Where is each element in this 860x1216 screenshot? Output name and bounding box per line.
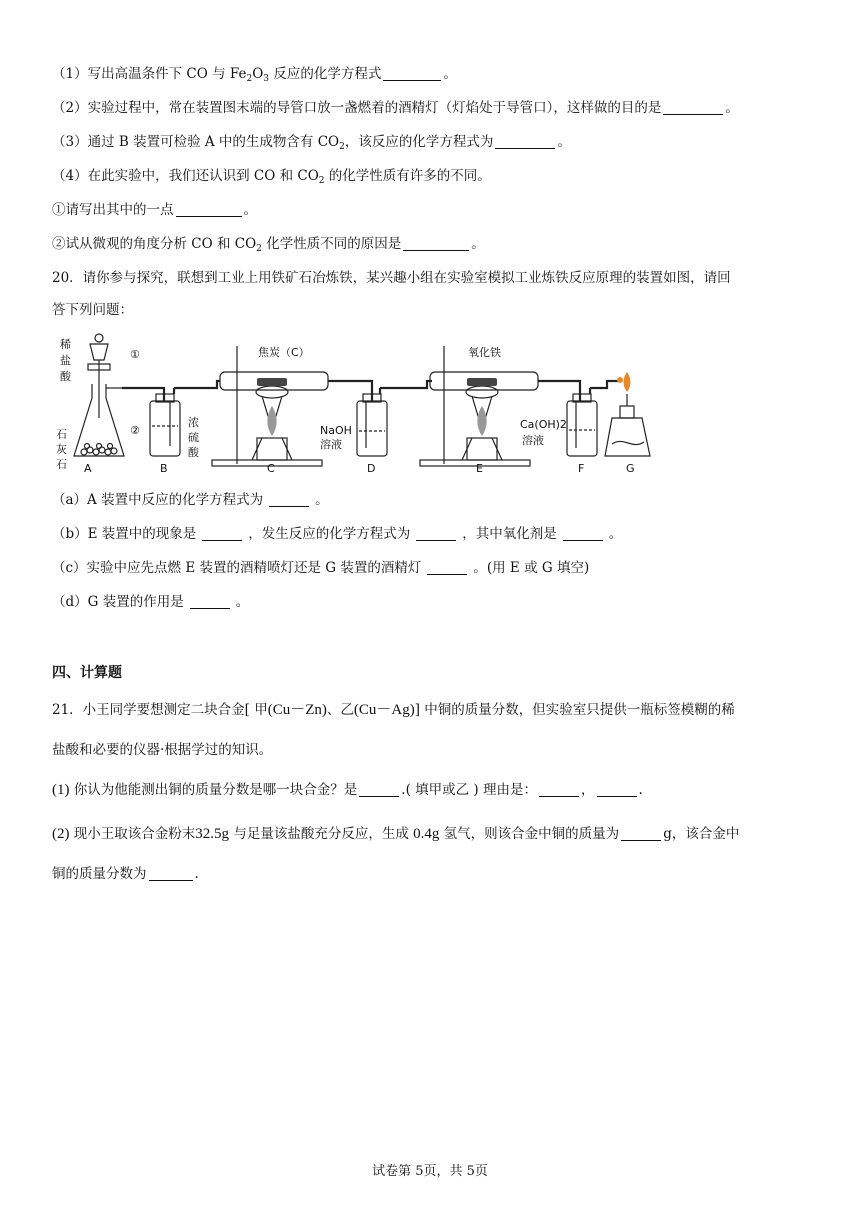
q21-alloy-2: (Cu－Ag)	[353, 702, 415, 718]
apparatus-diagram	[52, 326, 672, 478]
q19-p3-answer-blank[interactable]	[495, 134, 555, 149]
q20-a-text: （a）A 装置中反应的化学方程式为	[52, 492, 264, 508]
q19-p4-text-b: 的化学性质有许多的不同。	[324, 168, 491, 184]
q19-p1-sub2: 3	[263, 74, 270, 84]
q21-p2-number: (2)	[52, 826, 70, 842]
q21-p1-blank-2[interactable]	[539, 782, 579, 797]
q19-p4-text: （4）在此实验中，我们还认识到 CO 和 CO	[52, 168, 319, 184]
q19-p3-text: （3）通过 B 装置可检验 A 中的生成物含有 CO	[52, 134, 340, 150]
label-yan: 盐	[60, 354, 71, 367]
q20-part-a	[52, 488, 329, 508]
q20-c-answer-blank[interactable]	[427, 560, 467, 575]
q19-part4-2	[52, 232, 485, 254]
q19-p6-text-b: 化学性质不同的原因是	[261, 236, 402, 252]
q19-p1-text: （1）写出高温条件下 CO 与 Fe	[52, 66, 247, 82]
label-naoh: NaOH	[320, 424, 352, 437]
q19-p2-text: （2）实验过程中，常在装置图末端的导管口放一盏燃着的酒精灯（灯焰处于导管口），这样做的目的是	[52, 100, 662, 116]
apparatus-a	[74, 334, 124, 456]
q20-b-blank-1[interactable]	[202, 526, 242, 541]
q19-part3	[52, 130, 571, 152]
q21-p1-number: (1)	[52, 782, 70, 798]
q21-text-a: 21．小王同学要想测定二块合金[ 甲	[52, 702, 268, 718]
q19-p1-text-b: O	[252, 66, 264, 82]
label-G: G	[626, 462, 635, 475]
q19-p1-end: 。	[443, 66, 457, 82]
apparatus-e	[420, 346, 580, 466]
q21-p1-text-c: ，	[581, 782, 595, 798]
q21-p2-text-c: 氢气，则该合金中铜的质量为	[439, 826, 620, 842]
q19-p6-answer-blank[interactable]	[403, 236, 469, 251]
q19-p6-end: 。	[471, 236, 485, 252]
q21-p2-text-d: g，该合金中	[663, 826, 740, 842]
page-footer: 试卷第 5页，共 5页	[372, 1164, 488, 1179]
q20-part-d	[52, 590, 249, 610]
label-hui: 灰	[56, 443, 67, 456]
q20-b-text-2: ，发生反应的化学方程式为	[248, 526, 411, 542]
q19-part1	[52, 62, 457, 84]
q21-p1-blank-3[interactable]	[597, 782, 637, 797]
label-D: D	[367, 462, 376, 475]
q20-part-b	[52, 522, 622, 542]
label-suan: 酸	[60, 370, 71, 383]
q19-p3-sub: 2	[339, 142, 345, 152]
q21-p2-end: .	[194, 866, 199, 882]
q21-p2-blank-1[interactable]	[621, 826, 661, 841]
q20-intro-line2: 答下列问题：	[52, 302, 133, 318]
q19-part2	[52, 96, 739, 116]
label-naoh-solution: 溶液	[320, 438, 342, 451]
label-E: E	[476, 462, 483, 475]
q21-p1-blank-1[interactable]	[359, 782, 399, 797]
q21-p1-text-a: 你认为他能测出铜的质量分数是哪一块合金？是	[69, 782, 358, 798]
q20-part-c	[52, 556, 589, 576]
q21-part2	[52, 822, 739, 843]
q20-b-blank-3[interactable]	[563, 526, 603, 541]
apparatus-b	[150, 381, 220, 456]
q19-p2-answer-blank[interactable]	[663, 100, 723, 115]
label-F: F	[578, 462, 585, 475]
q20-a-answer-blank[interactable]	[269, 492, 309, 507]
q19-part4-1	[52, 198, 257, 218]
q21-p2-text-a: 现小王取该合金粉末	[69, 826, 196, 842]
limestone-pieces	[81, 444, 117, 456]
q20-c-end: 。(用 E 或 G 填空)	[473, 560, 590, 576]
q19-p3-end: 。	[557, 134, 571, 150]
q19-p2-end: 。	[725, 100, 739, 116]
q20-c-text: （c）实验中应先点燃 E 装置的酒精喷灯还是 G 装置的酒精灯	[52, 560, 422, 576]
label-coke: 焦炭（C）	[258, 346, 310, 359]
q20-intro-line1: 20．请你参与探究，联想到工业上用铁矿石冶炼铁，某兴趣小组在实验室模拟工业炼铁反应原理的装置如图，请回	[52, 270, 731, 286]
q21-part2-line2	[52, 862, 199, 882]
q21-p2-text-b: 与足量该盐酸充分反应，生成	[229, 826, 414, 842]
q19-p1-text-c: 反应的化学方程式	[269, 66, 382, 82]
q21-text-c: ] 中铜的质量分数，但实验室只提供一瓶标签模糊的稀	[414, 702, 735, 718]
q19-p5-end: 。	[243, 202, 257, 218]
q19-p1-sub1: 2	[246, 74, 253, 84]
label-shi2: 石	[56, 458, 67, 471]
label-caoh2: Ca(OH)2	[520, 418, 567, 431]
q21-p2-hydrogen: 0.4g	[413, 826, 440, 842]
q19-p5-text: ①请写出其中的一点	[52, 202, 174, 218]
label-C: C	[267, 462, 275, 475]
q21-part1	[52, 778, 643, 799]
q19-p6-text: ②试从微观的角度分析 CO 和 CO	[52, 236, 257, 252]
q21-p2-text-e: 铜的质量分数为	[52, 866, 147, 882]
tube-contents	[257, 378, 497, 386]
label-iron-oxide: 氧化铁	[468, 346, 501, 359]
q20-d-text: （d）G 装置的作用是	[52, 594, 184, 610]
q21-p1-text-b: .( 填甲或乙 ) 理由是：	[401, 782, 537, 798]
q20-b-blank-2[interactable]	[416, 526, 456, 541]
q21-p1-end: .	[638, 782, 643, 798]
q19-p4-sub: 2	[318, 176, 325, 186]
label-caoh2-solution: 溶液	[522, 434, 544, 447]
q20-b-text-3: ，其中氧化剂是	[462, 526, 557, 542]
q19-p6-sub: 2	[256, 244, 262, 254]
q21-p2-blank-2[interactable]	[149, 866, 193, 881]
label-shi1: 石	[56, 428, 67, 441]
q20-b-end: 。	[608, 526, 623, 542]
apparatus-d	[357, 381, 432, 456]
q20-d-answer-blank[interactable]	[190, 594, 230, 609]
q21-p2-mass: 32.5g	[195, 826, 230, 842]
q19-p5-answer-blank[interactable]	[176, 202, 242, 217]
label-suan2: 酸	[188, 446, 199, 459]
q20-b-text-1: （b）E 装置中的现象是	[52, 526, 197, 542]
label-nong: 浓	[188, 416, 199, 429]
q20-a-end: 。	[315, 492, 329, 508]
label-liu: 硫	[188, 431, 199, 444]
q21-line2: 盐酸和必要的仪器·根据学过的知识。	[52, 742, 273, 758]
q21-line1	[52, 698, 735, 719]
q19-p1-answer-blank[interactable]	[383, 66, 441, 81]
label-A: A	[84, 462, 92, 475]
q21-alloy-1: (Cu－Zn)	[267, 702, 327, 718]
section-heading: 四、计算题	[52, 665, 122, 681]
q19-p3-text-b: ，该反应的化学方程式为	[344, 134, 494, 150]
label-B: B	[160, 462, 168, 475]
apparatus-f	[567, 381, 618, 456]
q21-text-b: 、乙	[326, 702, 354, 718]
q19-part4	[52, 164, 491, 186]
apparatus-g-lamp	[605, 394, 650, 456]
label-circle-1: ①	[130, 348, 140, 361]
label-xi: 稀	[60, 338, 71, 351]
apparatus-c	[212, 346, 372, 466]
label-circle-2: ②	[130, 424, 140, 437]
q20-d-end: 。	[235, 594, 250, 610]
